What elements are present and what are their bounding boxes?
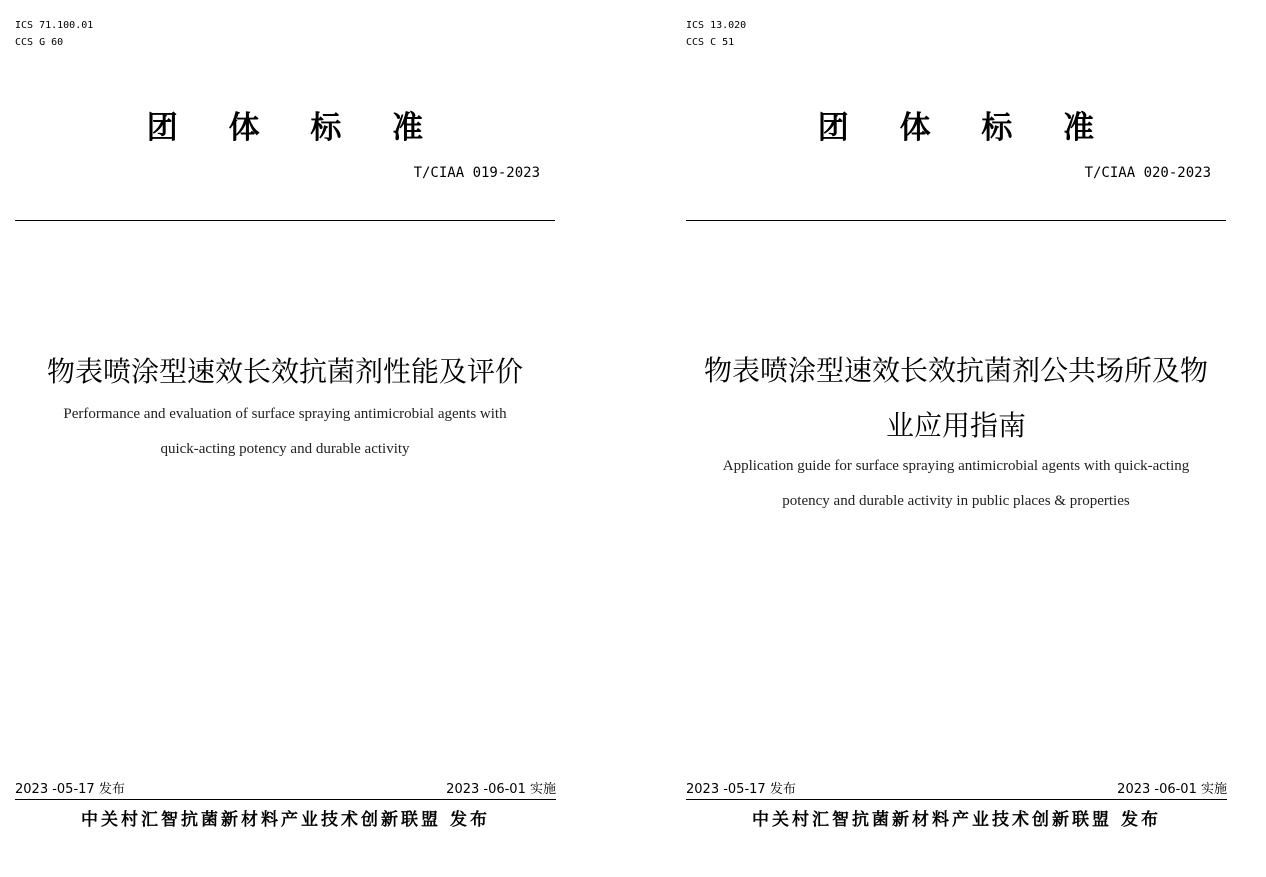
footer-divider (686, 799, 1227, 800)
standard-number: T/CIAA 020-2023 (1084, 165, 1211, 181)
ccs-code: CCS C 51 (686, 37, 735, 48)
footer-divider (15, 799, 556, 800)
chinese-title (686, 343, 1226, 453)
standard-type-heading: 团 体 标 准 (146, 110, 444, 146)
issue-date: 2023 -05-17 发布 (15, 782, 125, 797)
publisher: 中关村汇智抗菌新材料产业技术创新联盟 发布 (752, 810, 1161, 830)
chinese-title-line: 业应用指南 (885, 409, 1026, 442)
implementation-date: 2023 -06-01 实施 (446, 782, 556, 797)
header-divider (15, 220, 555, 221)
ics-code: ICS 71.100.01 (15, 20, 94, 31)
english-title-line: Application guide for surface spraying antimicrobial agents with quick-acting (722, 458, 1190, 474)
english-title-line: quick-acting potency and durable activity (160, 441, 410, 457)
chinese-title (15, 344, 555, 399)
english-title-line: Performance and evaluation of surface spraying antimicrobial agents with (63, 406, 507, 422)
standard-number: T/CIAA 019-2023 (413, 165, 540, 181)
standard-cover-t-ciaa-019 (0, 0, 560, 877)
date-row (686, 781, 1227, 799)
english-title-line: potency and durable activity in public places & properties (782, 493, 1130, 509)
english-title (686, 449, 1226, 519)
issue-date: 2023 -05-17 发布 (686, 782, 796, 797)
chinese-title-line: 物表喷涂型速效长效抗菌剂性能及评价 (46, 355, 523, 388)
date-row (15, 781, 556, 799)
classification-codes (15, 17, 93, 51)
english-title (15, 397, 555, 467)
ccs-code: CCS G 60 (15, 37, 64, 48)
implementation-date: 2023 -06-01 实施 (1117, 782, 1227, 797)
standard-cover-t-ciaa-020 (671, 0, 1231, 877)
header-divider (686, 220, 1226, 221)
ics-code: ICS 13.020 (686, 20, 747, 31)
publisher: 中关村汇智抗菌新材料产业技术创新联盟 发布 (81, 810, 490, 830)
standard-type-heading: 团 体 标 准 (817, 110, 1115, 146)
classification-codes (686, 17, 746, 51)
chinese-title-line: 物表喷涂型速效长效抗菌剂公共场所及物 (703, 354, 1208, 387)
